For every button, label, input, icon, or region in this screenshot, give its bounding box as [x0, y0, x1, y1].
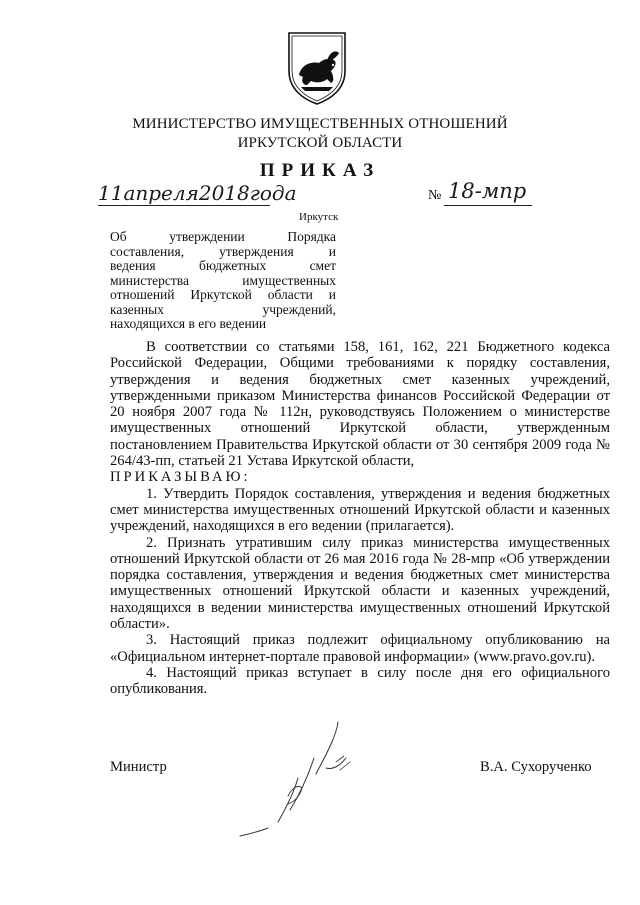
preamble-paragraph: В соответствии со статьями 158, 161, 162, 221 Бюджетного кодекса Российской Федерации, Общими требованиями к порядку составления, утверждения и ведения бюджетных смет казенных учреждений, утвержденными приказом Министерства финансов Российской Федерации от 20 ноября 2007 года № 112н, руководствуясь Положением о министерстве имущественных отношений Иркутской области, утвержденным постановлением Правительства Иркутской области от 30 сентября 2009 года № 264/43-пп, статьей 21 Устава Иркутской области, [110, 339, 610, 470]
order-word: ПРИКАЗЫВАЮ: [110, 469, 251, 486]
city-label: Иркутск [299, 211, 339, 223]
subject-line: ведения бюджетных смет [110, 258, 336, 273]
subject-line: отношений Иркутской области и [110, 287, 336, 302]
subject-line: Об утверждении Порядка [110, 229, 336, 244]
signer-role: Министр [110, 759, 167, 775]
handwritten-date: 11апреля2018года [98, 181, 297, 205]
document-type-title: ПРИКАЗ [259, 160, 381, 181]
subject-line: казенных учреждений, [110, 301, 336, 317]
handwritten-order-number: 18-мпр [448, 179, 527, 203]
subject-line: министерства имущественных [110, 272, 336, 288]
order-item-1: 1. Утвердить Порядок составления, утверждения и ведения бюджетных смет министерства имущественных отношений Иркутской области и казенных учреждений, находящихся в его ведении (прилагается). [110, 485, 610, 535]
signer-name: В.А. Сухорученко [480, 759, 592, 775]
handwritten-signature [228, 718, 368, 848]
ministry-name-line2: ИРКУТСКОЙ ОБЛАСТИ [237, 135, 403, 151]
date-underline [98, 205, 270, 206]
subject-line: составления, утверждения и [110, 243, 336, 259]
order-subject [110, 230, 336, 332]
subject-line: находящихся в его ведении [110, 316, 267, 331]
coat-of-arms-emblem [281, 27, 353, 107]
ministry-name-line1: МИНИСТЕРСТВО ИМУЩЕСТВЕННЫХ ОТНОШЕНИЙ [132, 116, 508, 132]
number-underline [444, 205, 532, 206]
order-item-4: 4. Настоящий приказ вступает в силу после дня его официального опубликования. [110, 664, 610, 698]
order-item-2: 2. Признать утратившим силу приказ министерства имущественных отношений Иркутской области от 26 мая 2016 года № 28-мпр «Об утверждении порядка составления, утверждения и ведения бюджетных смет министерства имущественных отношений Иркутской области и казенных учреждений, находящихся в ведении министерства имущественных отношений Иркутской области». [110, 534, 610, 633]
order-item-3: 3. Настоящий приказ подлежит официальному опубликованию на «Официальном интернет-портале правовой информации» (www.pravo.gov.ru). [110, 632, 610, 665]
number-label: № [428, 188, 442, 203]
order-body [110, 339, 610, 698]
